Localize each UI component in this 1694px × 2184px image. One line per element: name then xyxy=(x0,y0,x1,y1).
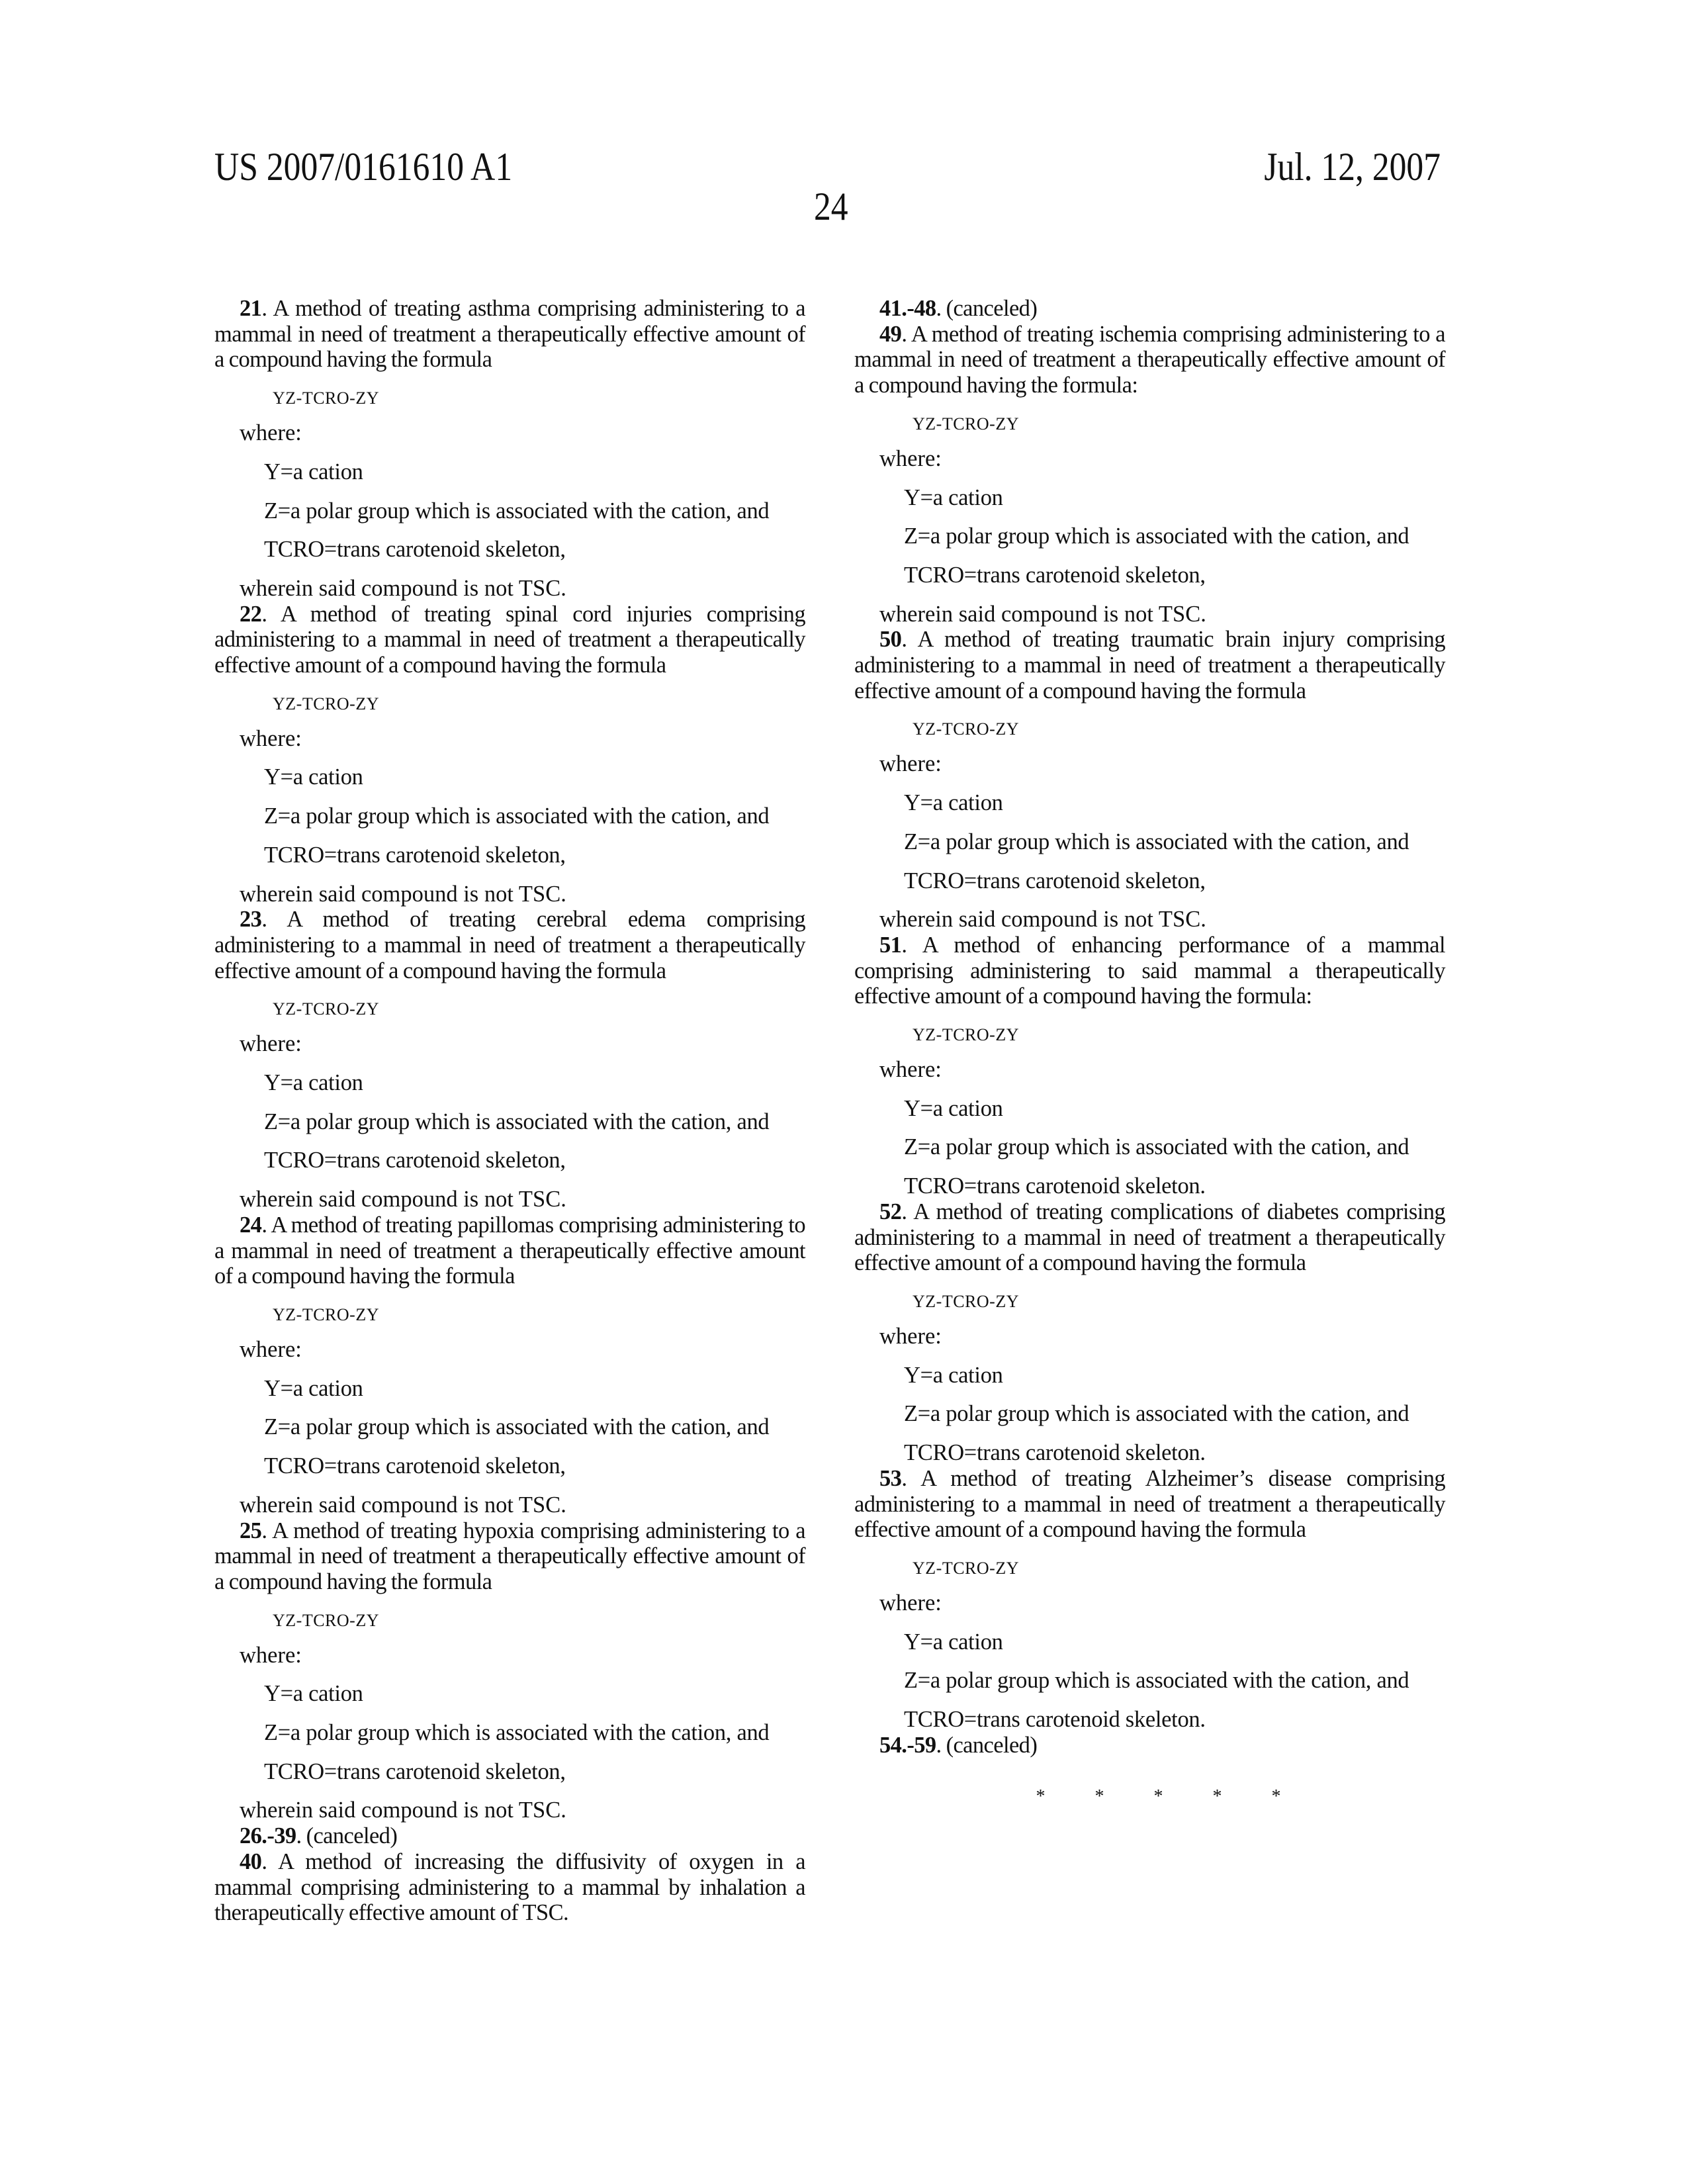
where-label: where: xyxy=(879,751,1445,777)
chemical-formula: YZ-TCRO-ZY xyxy=(273,692,805,717)
chemical-formula: YZ-TCRO-ZY xyxy=(913,717,1445,742)
claim xyxy=(214,1518,805,1824)
claim xyxy=(854,296,1445,322)
page-number: 24 xyxy=(814,187,848,226)
definition: Z=a polar group which is associated with the cation, and xyxy=(904,829,1445,855)
claim-body: A method of treating ischemia comprising administering to a mammal in need of treatment a therapeutically effective amount of a compound having the formula: xyxy=(854,322,1445,398)
chemical-formula: YZ-TCRO-ZY xyxy=(273,997,805,1022)
wherein-clause: wherein said compound is not TSC. xyxy=(240,882,805,907)
definition: TCRO=trans carotenoid skeleton, xyxy=(264,1148,805,1173)
claim-text: 51. A method of enhancing performance of a mammal comprising administering to said mammal a therapeutically effective amount of a compound having the formula: xyxy=(854,933,1445,1009)
wherein-clause: wherein said compound is not TSC. xyxy=(240,1492,805,1518)
chemical-formula: YZ-TCRO-ZY xyxy=(273,386,805,411)
definition: Z=a polar group which is associated with the cation, and xyxy=(904,1134,1445,1160)
claim-number: 25 xyxy=(240,1518,261,1543)
claim xyxy=(214,907,805,1212)
left-column xyxy=(214,296,805,1926)
claim-text: 26.-39. (canceled) xyxy=(214,1823,805,1849)
wherein-clause: wherein said compound is not TSC. xyxy=(240,576,805,602)
definition: TCRO=trans carotenoid skeleton, xyxy=(904,868,1445,894)
claim xyxy=(854,1733,1445,1758)
chemical-formula: YZ-TCRO-ZY xyxy=(913,1023,1445,1048)
where-label: where: xyxy=(240,1031,805,1057)
chemical-formula: YZ-TCRO-ZY xyxy=(913,412,1445,437)
claim-number: 40 xyxy=(240,1849,261,1874)
definition: Y=a cation xyxy=(904,1629,1445,1655)
claim-text: 23. A method of treating cerebral edema comprising administering to a mammal in need of treatment a therapeutically effective amount of a compound having the formula xyxy=(214,907,805,983)
definition: Y=a cation xyxy=(264,764,805,790)
claim-body: (canceled) xyxy=(306,1823,398,1848)
where-label: where: xyxy=(240,420,805,446)
claim-body: A method of increasing the diffusivity of oxygen in a mammal comprising administering to a mammal by inhalation a therapeutically effective amount of TSC. xyxy=(214,1849,805,1925)
claim-number: 21 xyxy=(240,296,261,321)
where-label: where: xyxy=(240,1643,805,1668)
claim-number: 51 xyxy=(879,933,901,958)
claim-text: 49. A method of treating ischemia comprising administering to a mammal in need of treatment a therapeutically effective amount of a compound having the formula: xyxy=(854,322,1445,398)
where-label: where: xyxy=(240,726,805,752)
wherein-clause: wherein said compound is not TSC. xyxy=(240,1797,805,1823)
claim-body: A method of treating complications of diabetes comprising administering to a mammal in need of treatment a therapeutically effective amount of a compound having the formula xyxy=(854,1199,1445,1275)
claim-number: 54.-59 xyxy=(879,1733,936,1758)
claim-number: 24 xyxy=(240,1212,261,1238)
claim-body: A method of treating spinal cord injuries comprising administering to a mammal in need of treatment a therapeutically effective amount of a compound having the formula xyxy=(214,602,805,678)
claim-text: 40. A method of increasing the diffusivity of oxygen in a mammal comprising administering to a mammal by inhalation a therapeutically effective amount of TSC. xyxy=(214,1849,805,1926)
claim-text: 53. A method of treating Alzheimer’s disease comprising administering to a mammal in need of treatment a therapeutically effective amount of a compound having the formula xyxy=(854,1466,1445,1543)
definition: Y=a cation xyxy=(264,1070,805,1096)
claim-text: 24. A method of treating papillomas comprising administering to a mammal in need of treatment a therapeutically effective amount of a compound having the formula xyxy=(214,1212,805,1289)
wherein-clause: wherein said compound is not TSC. xyxy=(879,602,1445,627)
definition: TCRO=trans carotenoid skeleton, xyxy=(264,1453,805,1479)
definition: Z=a polar group which is associated with the cation, and xyxy=(264,803,805,829)
chemical-formula: YZ-TCRO-ZY xyxy=(913,1556,1445,1581)
claim-body: A method of treating papillomas comprising administering to a mammal in need of treatment a therapeutically effective amount of a compound having the formula xyxy=(214,1212,805,1289)
definition: Z=a polar group which is associated with the cation, and xyxy=(904,523,1445,549)
claim xyxy=(214,296,805,602)
claim-body: (canceled) xyxy=(946,1733,1038,1758)
definition: Y=a cation xyxy=(904,485,1445,511)
claim-body: A method of treating Alzheimer’s disease comprising administering to a mammal in need of treatment a therapeutically effective amount of a compound having the formula xyxy=(854,1466,1445,1542)
claim xyxy=(854,933,1445,1199)
claim-text: 41.-48. (canceled) xyxy=(854,296,1445,322)
claim-number: 41.-48 xyxy=(879,296,936,321)
definition: TCRO=trans carotenoid skeleton, xyxy=(264,1759,805,1785)
claim xyxy=(214,1823,805,1849)
definition: TCRO=trans carotenoid skeleton. xyxy=(904,1173,1445,1199)
claim xyxy=(214,602,805,907)
definition: Y=a cation xyxy=(904,1363,1445,1388)
claim-body: A method of treating cerebral edema comprising administering to a mammal in need of treatment a therapeutically effective amount of a compound having the formula xyxy=(214,907,805,983)
claim-body: A method of treating asthma comprising administering to a mammal in need of treatment a therapeutically effective amount of a compound having the formula xyxy=(214,296,805,372)
where-label: where: xyxy=(879,1057,1445,1083)
claim-text: 21. A method of treating asthma comprising administering to a mammal in need of treatment a therapeutically effective amount of a compound having the formula xyxy=(214,296,805,373)
claim xyxy=(214,1849,805,1926)
definition: Z=a polar group which is associated with the cation, and xyxy=(904,1668,1445,1694)
claim-number: 49 xyxy=(879,322,901,347)
where-label: where: xyxy=(879,1324,1445,1349)
definition: TCRO=trans carotenoid skeleton, xyxy=(264,842,805,868)
definition: Z=a polar group which is associated with the cation, and xyxy=(264,1109,805,1135)
definition: TCRO=trans carotenoid skeleton, xyxy=(904,563,1445,588)
claim-number: 22 xyxy=(240,602,261,627)
chemical-formula: YZ-TCRO-ZY xyxy=(913,1289,1445,1314)
publication-number: US 2007/0161610 A1 xyxy=(214,147,512,187)
definition: Y=a cation xyxy=(264,1681,805,1707)
claim xyxy=(854,322,1445,627)
claim xyxy=(214,1212,805,1518)
claim-number: 50 xyxy=(879,627,901,652)
wherein-clause: wherein said compound is not TSC. xyxy=(879,907,1445,933)
claim-text: 50. A method of treating traumatic brain injury comprising administering to a mammal in need of treatment a therapeutically effective amount of a compound having the formula xyxy=(854,627,1445,704)
definition: TCRO=trans carotenoid skeleton. xyxy=(904,1440,1445,1466)
definition: Z=a polar group which is associated with the cation, and xyxy=(904,1401,1445,1427)
chemical-formula: YZ-TCRO-ZY xyxy=(273,1608,805,1633)
definition: Z=a polar group which is associated with the cation, and xyxy=(264,1720,805,1746)
right-column xyxy=(854,296,1445,1810)
claim xyxy=(854,1466,1445,1733)
where-label: where: xyxy=(240,1337,805,1363)
definition: Y=a cation xyxy=(264,1376,805,1402)
claim-body: A method of treating traumatic brain injury comprising administering to a mammal in need of treatment a therapeutically effective amount of a compound having the formula xyxy=(854,627,1445,703)
definition: TCRO=trans carotenoid skeleton, xyxy=(264,537,805,563)
definition: Z=a polar group which is associated with the cation, and xyxy=(264,498,805,524)
where-label: where: xyxy=(879,446,1445,472)
claim xyxy=(854,627,1445,933)
definition: Z=a polar group which is associated with the cation, and xyxy=(264,1414,805,1440)
claim-body: A method of enhancing performance of a mammal comprising administering to said mammal a therapeutically effective amount of a compound having the formula: xyxy=(854,933,1445,1009)
claim-number: 52 xyxy=(879,1199,901,1224)
definition: Y=a cation xyxy=(904,1096,1445,1122)
claim-number: 53 xyxy=(879,1466,901,1491)
claim-text: 54.-59. (canceled) xyxy=(854,1733,1445,1758)
chemical-formula: YZ-TCRO-ZY xyxy=(273,1302,805,1328)
end-marker: * * * * * xyxy=(854,1784,1445,1810)
definition: TCRO=trans carotenoid skeleton. xyxy=(904,1707,1445,1733)
claim-text: 22. A method of treating spinal cord injuries comprising administering to a mammal in need of treatment a therapeutically effective amount of a compound having the formula xyxy=(214,602,805,678)
publication-date: Jul. 12, 2007 xyxy=(1264,147,1441,187)
claim-number: 23 xyxy=(240,907,261,932)
claim-number: 26.-39 xyxy=(240,1823,296,1848)
claim-body: (canceled) xyxy=(946,296,1038,321)
claim-body: A method of treating hypoxia comprising administering to a mammal in need of treatment a therapeutically effective amount of a compound having the formula xyxy=(214,1518,805,1594)
wherein-clause: wherein said compound is not TSC. xyxy=(240,1187,805,1212)
claim xyxy=(854,1199,1445,1466)
claim-text: 25. A method of treating hypoxia comprising administering to a mammal in need of treatment a therapeutically effective amount of a compound having the formula xyxy=(214,1518,805,1595)
definition: Y=a cation xyxy=(904,790,1445,816)
where-label: where: xyxy=(879,1590,1445,1616)
claim-text: 52. A method of treating complications of diabetes comprising administering to a mammal in need of treatment a therapeutically effective amount of a compound having the formula xyxy=(854,1199,1445,1276)
definition: Y=a cation xyxy=(264,459,805,485)
